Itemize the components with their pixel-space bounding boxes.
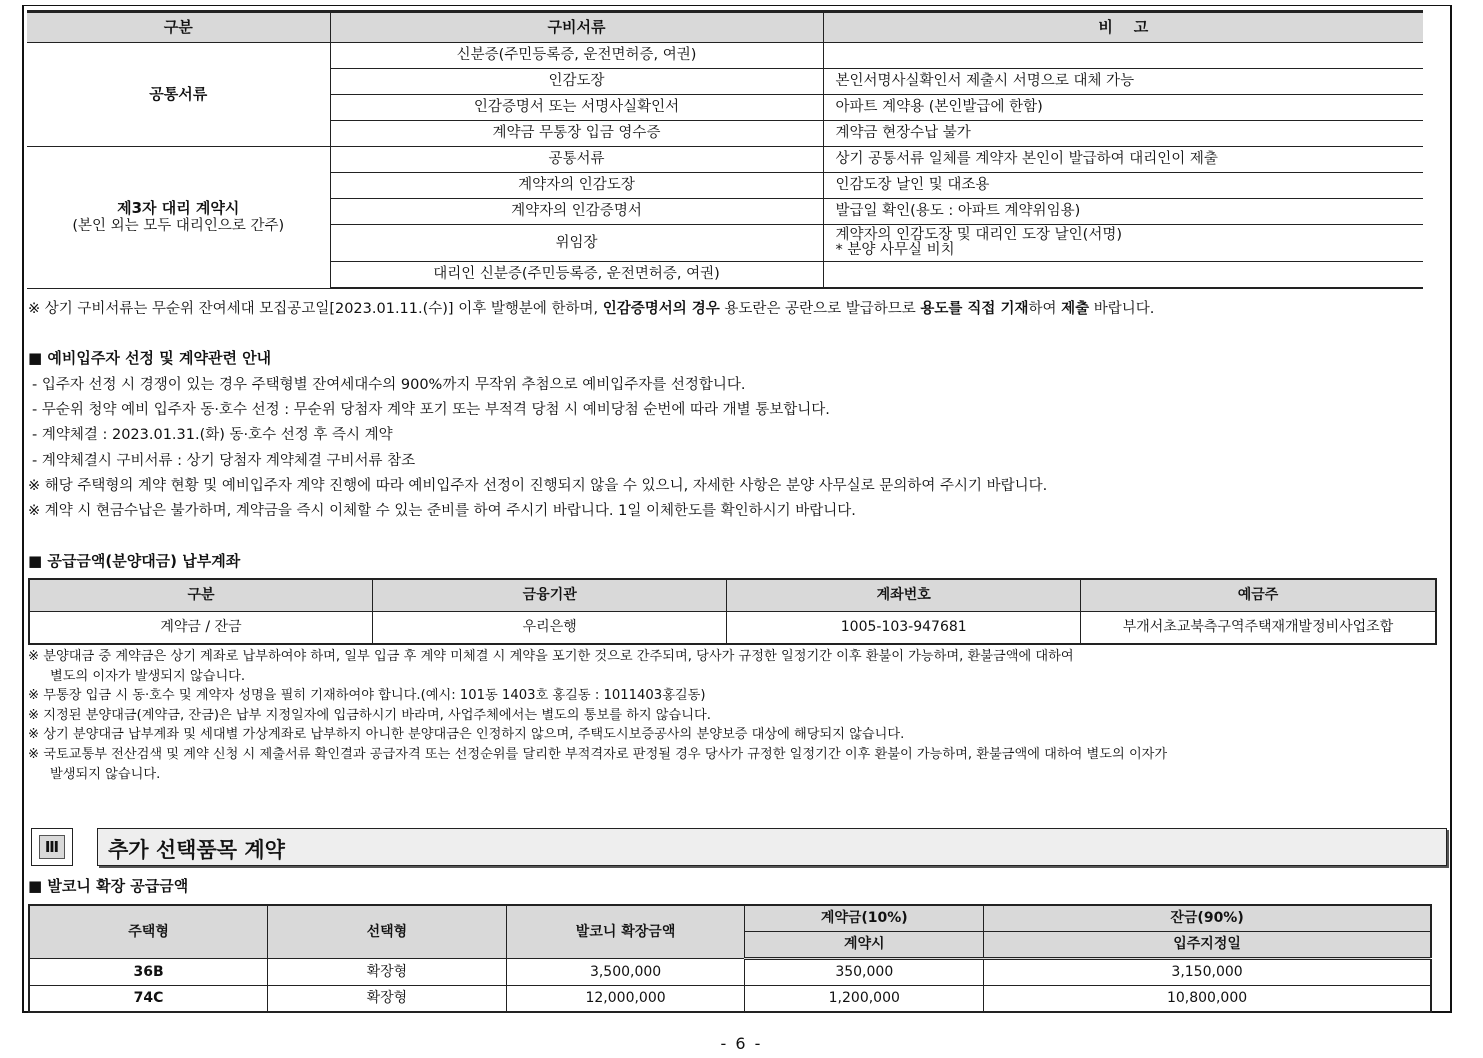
header-amount: 발코니 확장금액	[506, 905, 745, 959]
chapter-title: 추가 선택품목 계약	[108, 838, 285, 862]
amount: 12,000,000	[506, 986, 745, 1013]
header-remarks: 비 고	[823, 12, 1423, 43]
note-cell: 인감도장 날인 및 대조용	[823, 173, 1423, 199]
page-number: - 6 -	[720, 1034, 763, 1053]
deposit: 350,000	[745, 959, 984, 986]
header-holder: 예금주	[1080, 579, 1436, 612]
group-proxy	[27, 147, 330, 289]
balance: 10,800,000	[1166, 990, 1248, 1007]
reserve-line: ※ 계약 시 현금수납은 불가하며, 계약금을 즉시 이체할 수 있는 준비를 하여 주시기 바랍니다. 1일 이체한도를 확인하시기 바랍니다.	[28, 503, 856, 519]
doc-cell: 인감도장	[330, 69, 823, 95]
table-header-row	[29, 905, 1431, 932]
note-cell: 본인서명사실확인서 제출시 서명으로 대체 가능	[823, 69, 1423, 95]
reserve-section-title: ■ 예비입주자 선정 및 계약관련 안내	[28, 349, 272, 367]
note-text: 용도란은 공란으로 발급하므로	[719, 301, 921, 317]
balcony-section-title: ■ 발코니 확장 공급금액	[28, 877, 189, 895]
account-table	[28, 578, 1437, 645]
note-line: 별도의 이자가 발생되지 않습니다.	[50, 668, 246, 684]
house-type: 36B	[29, 959, 268, 986]
reserve-line: - 계약체결 : 2023.01.31.(화) 동·호수 선정 후 즉시 계약	[32, 427, 393, 443]
doc-cell: 공통서류	[330, 147, 823, 173]
note-cell: 상기 공통서류 일체를 계약자 본인이 발급하여 대리인이 제출	[823, 147, 1423, 173]
balance: 3,150,000	[984, 959, 1431, 986]
note-cell: 계약금 현장수납 불가	[823, 121, 1423, 147]
table-header-row	[29, 579, 1436, 612]
table-row	[27, 43, 1423, 69]
header-deposit-when: 계약시	[745, 932, 984, 959]
option: 확장형	[268, 986, 507, 1013]
group-subtitle: (본인 외는 모두 대리인으로 간주)	[72, 217, 285, 234]
reserve-line: - 무순위 청약 예비 입주자 동·호수 선정 : 무순위 당첨자 계약 포기 또는 부적격 당첨 시 예비당첨 순번에 따라 개별 통보합니다.	[32, 402, 830, 418]
account-holder: 부개서초교북측구역주택재개발정비사업조합	[1122, 619, 1394, 636]
deposit: 1,200,000	[745, 986, 984, 1013]
doc-cell: 대리인 신분증(주민등록증, 운전면허증, 여권)	[330, 262, 823, 289]
header-deposit: 계약금(10%)	[745, 905, 984, 932]
bank-name: 우리은행	[372, 612, 726, 645]
note-bold: 용도를 직접 기재	[920, 301, 1029, 317]
amount: 3,500,000	[506, 959, 745, 986]
header-house-type: 주택형	[29, 905, 268, 959]
header-documents: 구비서류	[330, 12, 823, 43]
note-bold: 인감증명서의 경우	[602, 301, 720, 317]
option: 확장형	[268, 959, 507, 986]
note-line: * 분양 사무실 비치	[835, 242, 955, 258]
header-account-number: 계좌번호	[727, 579, 1081, 612]
header-balance-when: 입주지정일	[984, 932, 1431, 959]
group-title: 공통서류	[149, 84, 208, 103]
table-row	[27, 147, 1423, 173]
header-category: 구분	[29, 579, 372, 612]
docs-note	[28, 297, 1154, 318]
note-cell: 아파트 계약용 (본인발급에 한함)	[823, 95, 1423, 121]
note-cell: 발급일 확인(용도 : 아파트 계약위임용)	[823, 199, 1423, 225]
note-text: ※ 상기 구비서류는 무순위 잔여세대 모집공고일[2023.01.11.(수)] 이후 발행분에 한하며,	[28, 301, 603, 317]
header-option: 선택형	[268, 905, 507, 959]
note-line: ※ 무통장 입금 시 동·호수 및 계약자 성명을 필히 기재하여야 합니다.(예시: 101동 1403호 홍길동 : 1011403홍길동)	[28, 688, 706, 704]
header-bank: 금융기관	[372, 579, 726, 612]
doc-cell: 신분증(주민등록증, 운전면허증, 여권)	[330, 43, 823, 69]
note-line: ※ 상기 분양대금 납부계좌 및 세대별 가상계좌로 납부하지 아니한 분양대금은 인정하지 않으며, 주택도시보증공사의 분양보증 대상에 해당되지 않습니다.	[28, 727, 905, 743]
house-type: 74C	[29, 986, 268, 1013]
account-notes	[28, 647, 1167, 784]
table-row	[29, 986, 1431, 1013]
chapter-number: Ⅲ	[39, 835, 65, 859]
header-balance: 잔금(90%)	[984, 905, 1431, 932]
chapter-number-box	[31, 828, 73, 866]
note-line: 발생되지 않습니다.	[50, 766, 161, 782]
note-bold: 제출	[1061, 301, 1090, 317]
note-cell	[823, 262, 1423, 289]
doc-cell: 계약금 무통장 입금 영수증	[330, 121, 823, 147]
note-cell	[823, 43, 1423, 69]
doc-cell: 인감증명서 또는 서명사실확인서	[330, 95, 823, 121]
reserve-line: ※ 해당 주택형의 계약 현황 및 예비입주자 계약 진행에 따라 예비입주자 선정이 진행되지 않을 수 있으니, 자세한 사항은 분양 사무실로 문의하여 주시기 바랍니다.	[28, 478, 1048, 494]
reserve-line: - 입주자 선정 시 경쟁이 있는 경우 주택형별 잔여세대수의 900%까지 무작위 추첨으로 예비입주자를 선정합니다.	[32, 377, 746, 393]
group-common	[27, 43, 330, 147]
chapter-title-box	[97, 828, 1447, 866]
account-section-title: ■ 공급금액(분양대금) 납부계좌	[28, 552, 241, 570]
note-line: 계약자의 인감도장 및 대리인 도장 날인(서명)	[835, 227, 1122, 243]
note-text: 하여	[1028, 301, 1062, 317]
doc-cell: 계약자의 인감도장	[330, 173, 823, 199]
table-row	[29, 959, 1431, 986]
note-line: ※ 국토교통부 전산검색 및 계약 신청 시 제출서류 확인결과 공급자격 또는 선정순위를 달리한 부적격자로 판정될 경우 당사가 규정한 일정기간 이후 환불이 가능하며, 환불금액에 대하여 별도의 이자가	[28, 746, 1168, 762]
required-docs-table	[27, 10, 1423, 289]
account-number: 1005-103-947681	[727, 612, 1081, 645]
payment-type: 계약금 / 잔금	[29, 612, 372, 645]
reserve-line: - 계약체결시 구비서류 : 상기 당첨자 계약체결 구비서류 참조	[32, 453, 416, 469]
doc-cell: 계약자의 인감증명서	[330, 199, 823, 225]
header-category: 구분	[27, 12, 330, 43]
group-title: 제3자 대리 계약시	[117, 199, 240, 218]
table-row	[29, 612, 1436, 645]
table-header-row	[27, 12, 1423, 43]
balcony-table	[28, 904, 1432, 1013]
doc-cell: 위임장	[330, 225, 823, 262]
note-text: 바랍니다.	[1089, 301, 1155, 317]
note-cell	[823, 225, 1423, 262]
note-line: ※ 분양대금 중 계약금은 상기 계좌로 납부하여야 하며, 일부 입금 후 계약 미체결 시 계약을 포기한 것으로 간주되며, 당사가 규정한 일정기간 이후 환불이 가능하며, 환불금액에 대하여	[28, 649, 1074, 664]
note-line: ※ 지정된 분양대금(계약금, 잔금)은 납부 지정일자에 입금하시기 바라며, 사업주체에서는 별도의 통보를 하지 않습니다.	[28, 707, 711, 723]
